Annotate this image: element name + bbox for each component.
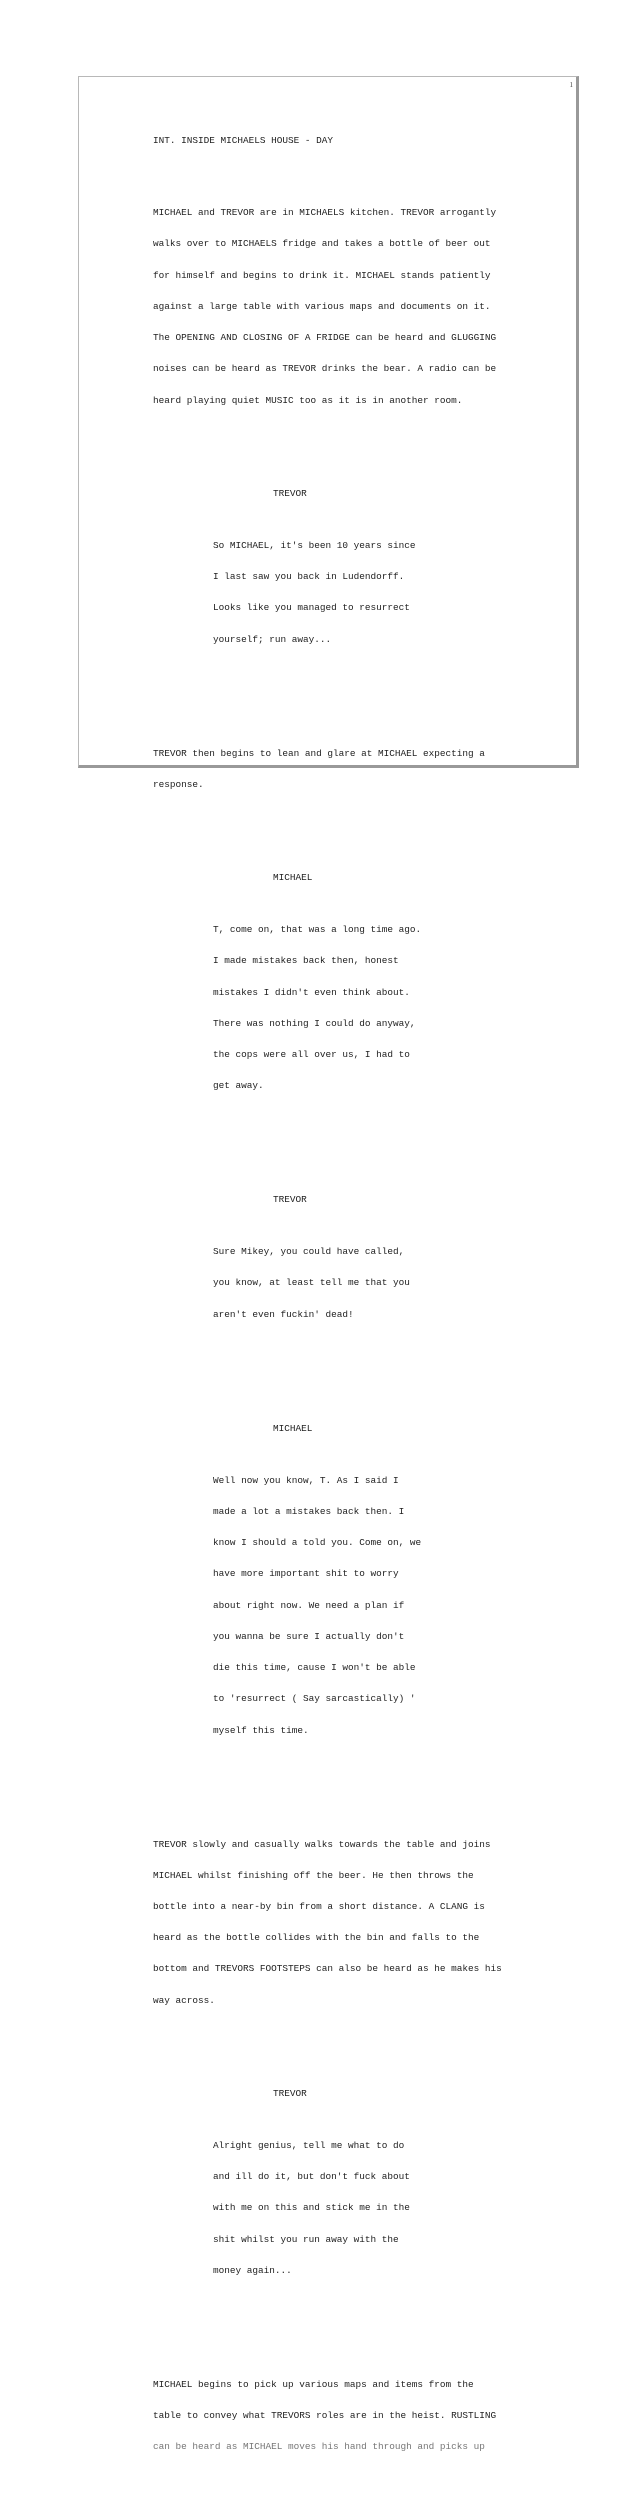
action-line: MICHAEL whilst finishing off the beer. He then throws the xyxy=(153,1869,474,1881)
action-line: response. xyxy=(153,778,204,790)
dialogue-block xyxy=(153,852,553,1133)
script-page xyxy=(78,76,579,2453)
action-line: TREVOR then begins to lean and glare at MICHAEL expecting a xyxy=(153,747,485,759)
dialogue-line: mistakes I didn't even think about. xyxy=(213,986,410,998)
dialogue-line: know I should a told you. Come on, we xyxy=(213,1537,422,1549)
action-line: noises can be heard as TREVOR drinks the bear. A radio can be xyxy=(153,363,497,375)
dialogue-line: So MICHAEL, it's been 10 years since xyxy=(213,539,416,551)
dialogue-line: Sure Mikey, you could have called, xyxy=(213,1246,405,1258)
action-line: walks over to MICHAELS fridge and takes a bottle of beer out xyxy=(153,238,491,250)
action-line: can be heard as MICHAEL moves his hand through and picks up xyxy=(153,2441,485,2453)
action-block xyxy=(153,2359,553,2473)
dialogue-block xyxy=(153,1403,553,1778)
action-line: TREVOR slowly and casually walks towards the table and joins xyxy=(153,1838,491,1850)
action-line: MICHAEL and TREVOR are in MICHAELS kitchen. TREVOR arrogantly xyxy=(153,207,497,219)
action-line: heard playing quiet MUSIC too as it is in another room. xyxy=(153,394,463,406)
action-line: against a large table with various maps and documents on it. xyxy=(153,300,491,312)
dialogue-line: you wanna be sure I actually don't xyxy=(213,1630,405,1642)
action-block xyxy=(153,728,553,811)
dialogue-line: die this time, cause I won't be able xyxy=(213,1662,416,1674)
dialogue-line: There was nothing I could do anyway, xyxy=(213,1017,416,1029)
dialogue-line: with me on this and stick me in the xyxy=(213,2202,410,2214)
action-line: heard as the bottle collides with the bin and falls to the xyxy=(153,1932,480,1944)
dialogue-line: T, come on, that was a long time ago. xyxy=(213,924,422,936)
action-block xyxy=(153,1819,553,2027)
dialogue-text xyxy=(153,904,443,1112)
dialogue-line: to 'resurrect ( Say sarcastically) ' xyxy=(213,1693,416,1705)
scene-heading: INT. INSIDE MICHAELS HOUSE - DAY xyxy=(153,134,334,146)
dialogue-line: money again... xyxy=(213,2264,292,2276)
character-name: TREVOR xyxy=(273,1194,307,1206)
dialogue-line: made a lot a mistakes back then. I xyxy=(213,1506,405,1517)
dialogue-line: about right now. We need a plan if xyxy=(213,1599,405,1611)
dialogue-line: Looks like you managed to resurrect xyxy=(213,602,410,614)
action-line: The OPENING AND CLOSING OF A FRIDGE can be heard and GLUGGING xyxy=(153,332,497,344)
dialogue-line: have more important shit to worry xyxy=(213,1568,399,1580)
character-name: MICHAEL xyxy=(273,1422,313,1434)
dialogue-line: Alright genius, tell me what to do xyxy=(213,2139,405,2151)
action-line: bottle into a near-by bin from a short distance. A CLANG is xyxy=(153,1901,485,1913)
character-name: TREVOR xyxy=(273,487,307,499)
dialogue-line: myself this time. xyxy=(213,1724,309,1736)
dialogue-block xyxy=(153,2068,553,2318)
dialogue-text xyxy=(153,520,443,666)
action-block xyxy=(153,187,553,426)
dialogue-line: you know, at least tell me that you xyxy=(213,1277,410,1289)
dialogue-line: aren't even fuckin' dead! xyxy=(213,1308,354,1320)
dialogue-text xyxy=(153,1226,443,1340)
dialogue-line: I last saw you back in Ludendorff. xyxy=(213,571,405,583)
dialogue-line: yourself; run away... xyxy=(213,633,332,645)
page-number: 1 xyxy=(569,81,573,89)
dialogue-block xyxy=(153,468,553,687)
dialogue-line: and ill do it, but don't fuck about xyxy=(213,2171,410,2183)
script-body xyxy=(153,115,553,2504)
action-line: bottom and TREVORS FOOTSTEPS can also be heard as he makes his xyxy=(153,1963,502,1975)
action-line: way across. xyxy=(153,1994,215,2006)
dialogue-line: get away. xyxy=(213,1080,264,1092)
dialogue-line: the cops were all over us, I had to xyxy=(213,1048,410,1060)
character-name: TREVOR xyxy=(273,2087,307,2099)
dialogue-block xyxy=(153,1174,553,1361)
dialogue-line: shit whilst you run away with the xyxy=(213,2233,399,2245)
dialogue-line: Well now you know, T. As I said I xyxy=(213,1474,399,1486)
action-line: table to convey what TREVORS roles are in the heist. RUSTLING xyxy=(153,2410,497,2422)
dialogue-text xyxy=(153,2120,443,2297)
character-name: MICHAEL xyxy=(273,872,313,884)
action-line: MICHAEL begins to pick up various maps and items from the xyxy=(153,2378,474,2390)
dialogue-text xyxy=(153,1455,443,1757)
action-line: for himself and begins to drink it. MICHAEL stands patiently xyxy=(153,269,491,281)
dialogue-line: I made mistakes back then, honest xyxy=(213,955,399,967)
